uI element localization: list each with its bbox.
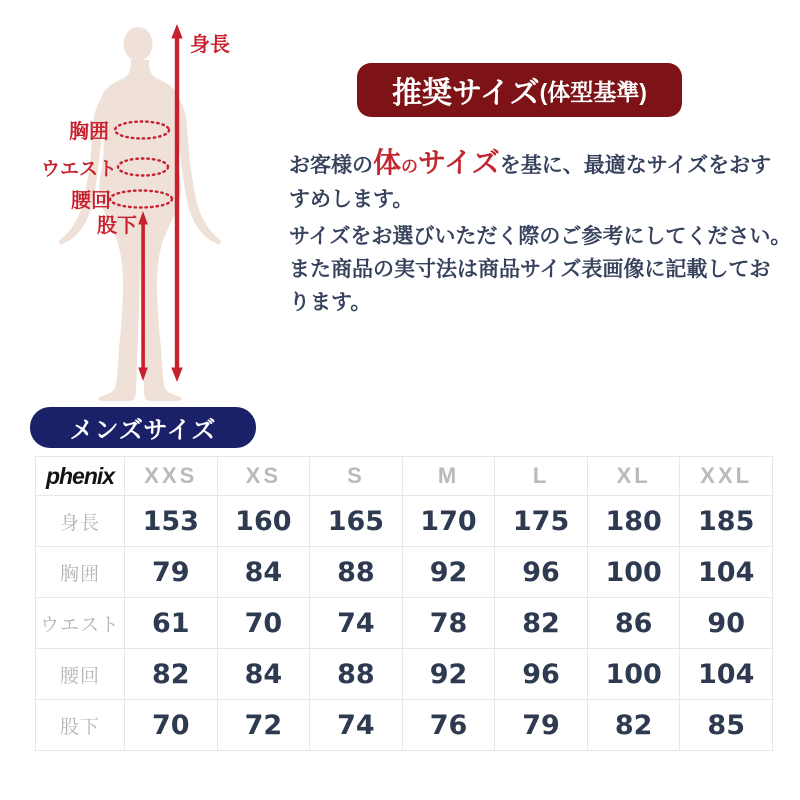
table-cell: 70 <box>125 700 217 750</box>
size-column-header-l: L <box>495 457 587 495</box>
recommended-size-banner <box>357 63 682 117</box>
table-cell: 165 <box>310 496 402 546</box>
table-cell: 175 <box>495 496 587 546</box>
row-label-inseam: 股下 <box>36 700 124 750</box>
table-cell: 104 <box>680 649 772 699</box>
description-paragraph-2 <box>289 220 800 319</box>
row-label-hip: 腰回 <box>36 649 124 699</box>
size-column-header-m: M <box>403 457 495 495</box>
table-cell: 170 <box>403 496 495 546</box>
table-cell: 74 <box>310 700 402 750</box>
table-cell: 100 <box>588 547 680 597</box>
description-emphasis-particle: の <box>401 157 419 176</box>
inseam-label: 股下 <box>97 215 137 237</box>
description-p1-post: を基に、最適なサイズをおす <box>499 154 772 177</box>
silhouette-right-arm <box>176 99 221 244</box>
table-cell: 96 <box>495 649 587 699</box>
table-cell: 76 <box>403 700 495 750</box>
description-p2-line1: サイズをお選びいただく際のご参考にしてください。 <box>289 225 792 248</box>
silhouette-head <box>124 27 153 61</box>
table-cell: 88 <box>310 547 402 597</box>
body-silhouette <box>59 27 221 401</box>
description-p2-line2: また商品の実寸法は商品サイズ表画像に記載してお <box>289 258 771 281</box>
description-p1-line2: すめします。 <box>289 188 414 211</box>
table-cell: 160 <box>218 496 310 546</box>
mens-size-badge <box>30 407 256 448</box>
hip-label: 腰回 <box>71 190 111 212</box>
table-cell: 185 <box>680 496 772 546</box>
table-cell: 85 <box>680 700 772 750</box>
table-cell: 82 <box>125 649 217 699</box>
table-cell: 92 <box>403 547 495 597</box>
mens-size-badge-label: メンズサイズ <box>69 417 217 444</box>
size-column-header-xxs: XXS <box>125 457 217 495</box>
description-p2-line3: ります。 <box>289 291 372 314</box>
waist-label: ウエスト <box>40 159 117 180</box>
size-column-header-s: S <box>310 457 402 495</box>
table-cell: 100 <box>588 649 680 699</box>
table-cell: 70 <box>218 598 310 648</box>
table-cell: 84 <box>218 547 310 597</box>
size-column-header-xxl: XXL <box>680 457 772 495</box>
table-cell: 82 <box>495 598 587 648</box>
row-label-height: 身長 <box>36 496 124 546</box>
body-measurement-diagram <box>0 0 280 410</box>
banner-title: 推奨サイズ <box>392 77 540 110</box>
table-cell: 88 <box>310 649 402 699</box>
description-p1-pre: お客様の <box>289 154 373 177</box>
table-cell: 79 <box>495 700 587 750</box>
table-cell: 82 <box>588 700 680 750</box>
table-cell: 86 <box>588 598 680 648</box>
size-column-header-xs: XS <box>218 457 310 495</box>
row-label-waist: ウエスト <box>36 598 124 648</box>
table-corner-cell <box>36 457 124 495</box>
table-cell: 78 <box>403 598 495 648</box>
height-label: 身長 <box>190 34 230 56</box>
table-cell: 153 <box>125 496 217 546</box>
description-emphasis-size: サイズ <box>418 147 500 178</box>
description-paragraph-1 <box>289 146 800 216</box>
banner-subtitle: (体型基準) <box>539 78 647 105</box>
size-column-header-xl: XL <box>588 457 680 495</box>
table-cell: 72 <box>218 700 310 750</box>
description-text <box>289 146 800 319</box>
table-cell: 96 <box>495 547 587 597</box>
table-cell: 74 <box>310 598 402 648</box>
description-emphasis-body: 体 <box>373 147 402 178</box>
table-cell: 180 <box>588 496 680 546</box>
table-cell: 84 <box>218 649 310 699</box>
table-cell: 90 <box>680 598 772 648</box>
row-label-chest: 胸囲 <box>36 547 124 597</box>
table-cell: 92 <box>403 649 495 699</box>
table-cell: 79 <box>125 547 217 597</box>
table-cell: 61 <box>125 598 217 648</box>
chest-label: 胸囲 <box>69 121 109 143</box>
phenix-logo: phenix <box>45 462 115 489</box>
table-cell: 104 <box>680 547 772 597</box>
size-table <box>35 456 773 751</box>
